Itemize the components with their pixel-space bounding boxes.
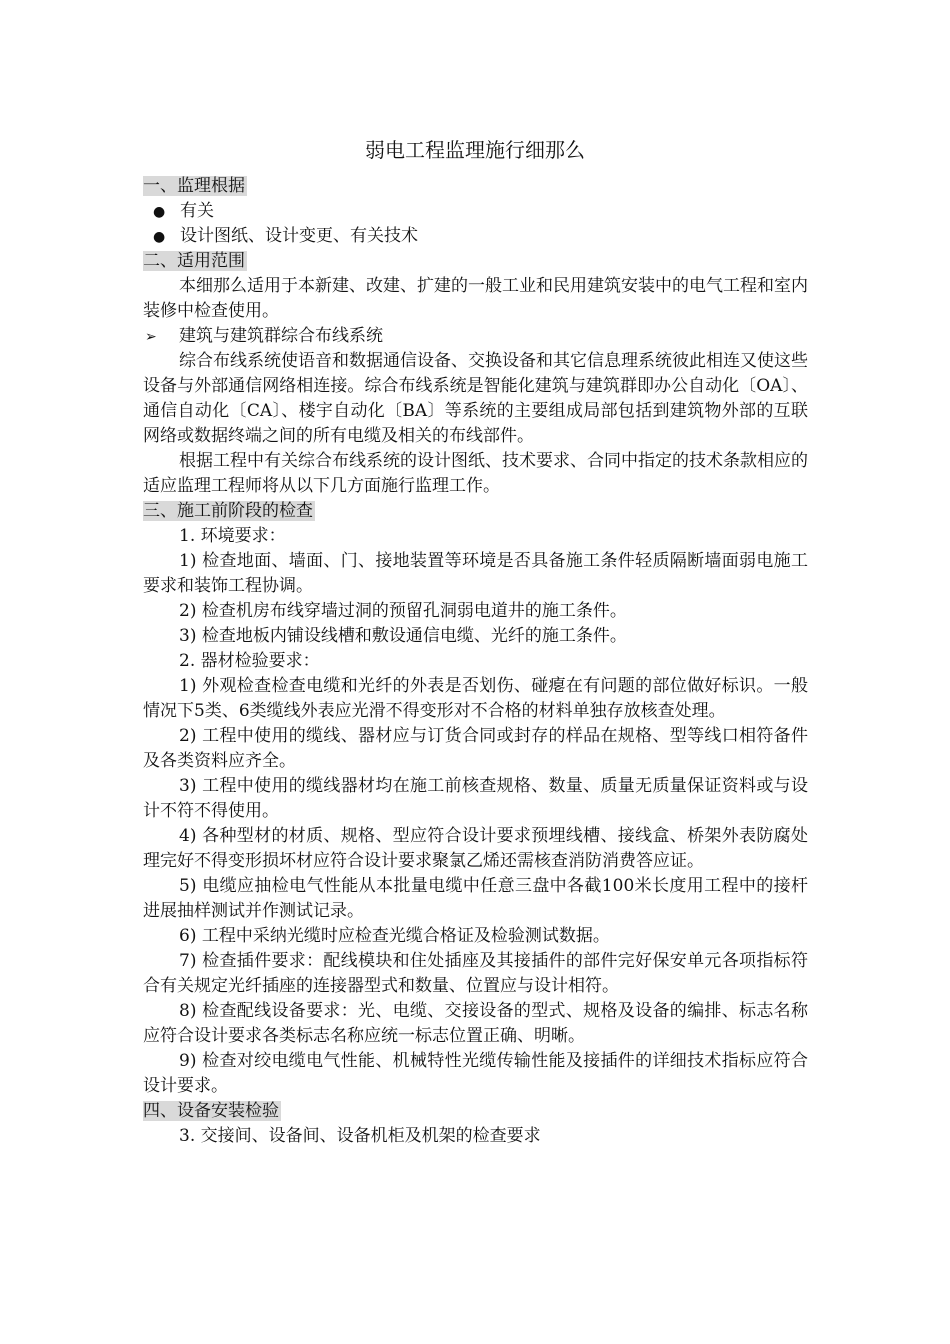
document-title: 弱电工程监理施行细那么: [365, 138, 585, 162]
numbered-heading: 1. 环境要求：: [179, 526, 286, 546]
numbered-heading: 2. 器材检验要求：: [179, 651, 320, 671]
list-item: 1) 外观检查检查电缆和光纤的外表是否划伤、碰瘪在有问题的部位做好标识。一般情况下5类、6类缆线外表应光滑不得变形对不合格的材料单独存放核查处理。: [143, 676, 808, 721]
numbered-heading: 3. 交接间、设备间、设备机柜及机架的检查要求: [179, 1126, 541, 1146]
section-heading: [143, 174, 808, 199]
list-item: 8) 检查配线设备要求：光、电缆、交接设备的型式、规格及设备的编排、标志名称应符合设计要求各类标志名称应统一标志位置正确、明晰。: [143, 1001, 808, 1046]
list-item: 2) 检查机房布线穿墙过洞的预留孔洞弱电道井的施工条件。: [179, 601, 627, 621]
list-item: 4) 各种型材的材质、规格、型应符合设计要求预埋线槽、接线盒、桥架外表防腐处理完好不得变形损坏材应符合设计要求聚氯乙烯还需核查消防消费答应证。: [143, 826, 808, 871]
list-item: 3) 检查地板内铺设线槽和敷设通信电缆、光纤的施工条件。: [179, 626, 627, 646]
section-heading: [143, 1099, 808, 1124]
bullet-icon: ●: [153, 229, 166, 245]
list-item: [143, 224, 808, 249]
list-item: 2) 工程中使用的缆线、器材应与订货合同或封存的样品在规格、型等线口相符备件及各类资料应齐全。: [143, 726, 808, 771]
section-heading: [143, 249, 808, 274]
subheading: [143, 324, 808, 349]
list-item-text: 设计图纸、设计变更、有关技术: [180, 226, 418, 246]
list-item: 3) 工程中使用的缆线器材均在施工前核查规格、数量、质量无质量保证资料或与设计不符不得使用。: [143, 776, 808, 821]
section-heading-text: 三、施工前阶段的检查: [143, 501, 313, 521]
list-item: 9) 检查对绞电缆电气性能、机械特性光缆传输性能及接插件的详细技术指标应符合设计要求。: [143, 1051, 808, 1096]
section-heading: [143, 499, 808, 524]
paragraph: 本细那么适用于本新建、改建、扩建的一般工业和民用建筑安装中的电气工程和室内装修中检查使用。: [143, 276, 808, 321]
section-heading-text: 四、设备安装检验: [143, 1101, 279, 1121]
section-heading-text: 一、监理根据: [143, 176, 245, 196]
list-item: 5) 电缆应抽检电气性能从本批量电缆中任意三盘中各截100米长度用工程中的接杆进展抽样测试并作测试记录。: [143, 876, 808, 921]
list-item-text: 有关: [180, 201, 214, 221]
arrow-bullet-icon: ➢: [145, 329, 157, 345]
bullet-icon: ●: [153, 204, 166, 220]
section-heading-text: 二、适用范围: [143, 251, 245, 271]
paragraph: 根据工程中有关综合布线系统的设计图纸、技术要求、合同中指定的技术条款相应的适应监理工程师将从以下几方面施行监理工作。: [143, 451, 808, 496]
list-item: 7) 检查插件要求：配线模块和住处插座及其接插件的部件完好保安单元各项指标符合有关规定光纤插座的连接器型式和数量、位置应与设计相符。: [143, 951, 808, 996]
list-item: 6) 工程中采纳光缆时应检查光缆合格证及检验测试数据。: [179, 926, 610, 946]
list-item: [143, 199, 808, 224]
paragraph: 综合布线系统使语音和数据通信设备、交换设备和其它信息理系统彼此相连又使这些设备与外部通信网络相连接。综合布线系统是智能化建筑与建筑群即办公自动化〔OA〕、通信自动化〔CA〕、楼宇自动化〔BA〕等系统的主要组成局部包括到建筑物外部的互联网络或数据终端之间的所有电缆及相关的布线部件。: [143, 351, 808, 446]
list-item: 1) 检查地面、墙面、门、接地装置等环境是否具备施工条件轻质隔断墙面弱电施工要求和装饰工程协调。: [143, 551, 808, 596]
document-body: [143, 174, 808, 1149]
subheading-text: 建筑与建筑群综合布线系统: [179, 326, 383, 346]
